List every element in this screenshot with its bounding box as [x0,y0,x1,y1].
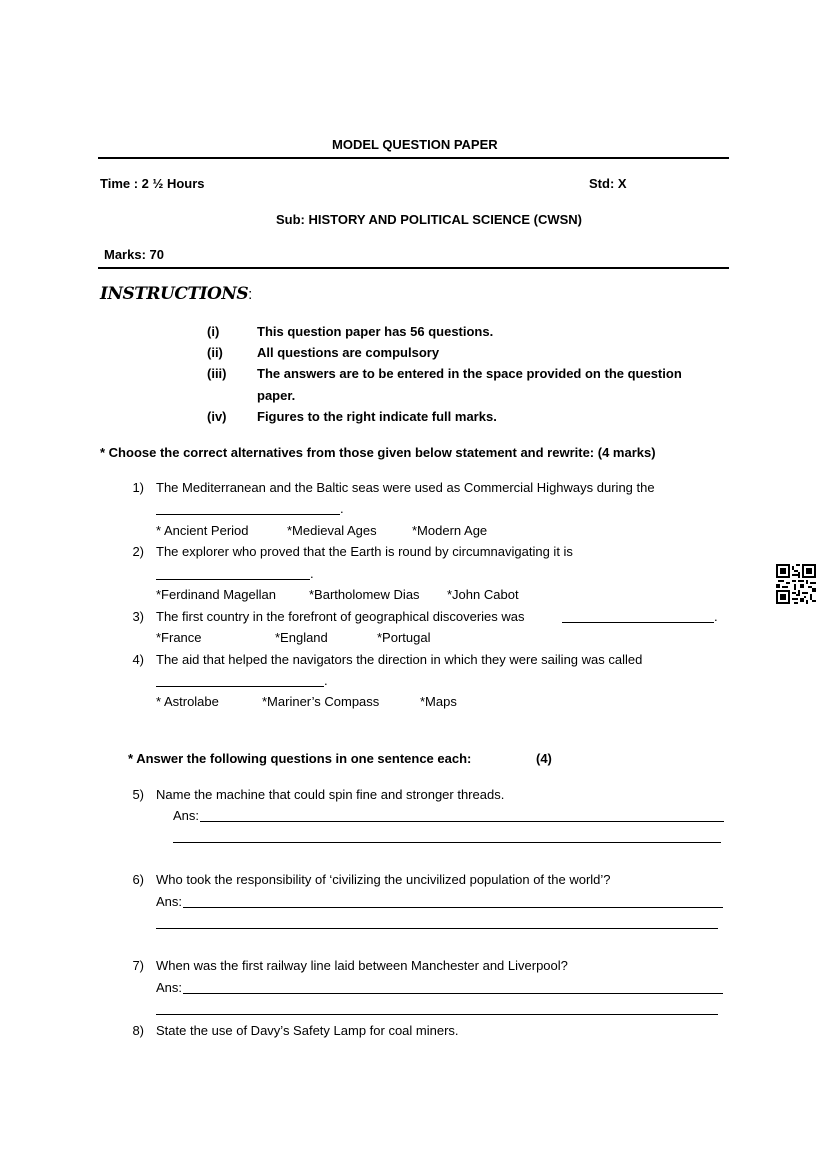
question-number: 5) [132,787,144,802]
question-text: Who took the responsibility of ‘civilizing the uncivilized population of the world’? [156,872,611,887]
option: *Maps [420,694,457,709]
option: *Mariner’s Compass [262,694,380,709]
question-text: The aid that helped the navigators the direction in which they were sailing was called [156,652,643,667]
instructions-title: INSTRUCTIONS [100,284,249,304]
instructions-colon: : [248,286,253,303]
marks-label: Marks: 70 [104,247,164,262]
question-text: The Mediterranean and the Baltic seas were used as Commercial Highways during the [156,480,655,495]
section1-heading: * Choose the correct alternatives from those given below statement and rewrite: (4 marks) [100,445,656,460]
section2-marks: (4) [536,751,552,766]
answer-label: Ans: [156,894,183,909]
answer-line[interactable] [173,842,721,843]
answer-blank[interactable] [562,622,714,623]
subject-label: Sub: HISTORY AND POLITICAL SCIENCE (CWSN) [276,212,582,227]
blank-end-period: . [714,609,718,624]
instruction-text-continued: paper. [257,388,296,403]
option: *Medieval Ages [287,523,377,538]
answer-line[interactable] [156,1014,718,1015]
option: *France [156,630,202,645]
header-bottom-rule [98,267,729,269]
question-text: State the use of Davy’s Safety Lamp for coal miners. [156,1023,459,1038]
question-text: Name the machine that could spin fine and stronger threads. [156,787,505,802]
instruction-num: (i) [207,324,220,339]
instruction-text: All questions are compulsory [257,345,440,360]
blank-end-period: . [340,501,344,516]
instruction-text: Figures to the right indicate full marks. [257,409,497,424]
option: *Ferdinand Magellan [156,587,276,602]
instruction-text: This question paper has 56 questions. [257,324,494,339]
instruction-text: The answers are to be entered in the space provided on the question [257,366,682,381]
option: *Modern Age [412,523,488,538]
question-number: 2) [132,544,144,559]
question-number: 3) [132,609,144,624]
answer-line[interactable] [183,993,723,994]
question-text: The explorer who proved that the Earth is round by circumnavigating it is [156,544,573,559]
question-number: 7) [132,958,144,973]
paper-title: MODEL QUESTION PAPER [332,137,498,152]
option: *Portugal [377,630,431,645]
question-number: 1) [132,480,144,495]
question-text: When was the first railway line laid between Manchester and Liverpool? [156,958,568,973]
answer-blank[interactable] [156,686,324,687]
question-number: 4) [132,652,144,667]
answer-blank[interactable] [156,514,340,515]
answer-label: Ans: [173,808,200,823]
answer-label: Ans: [156,980,183,995]
option: *John Cabot [447,587,519,602]
std-label: Std: X [589,176,627,191]
instruction-num: (ii) [207,345,223,360]
section2-heading: * Answer the following questions in one sentence each: [128,751,472,766]
question-number: 8) [132,1023,144,1038]
instruction-num: (iv) [207,409,227,424]
blank-end-period: . [310,566,314,581]
instructions-heading [100,284,252,304]
option: * Ancient Period [156,523,249,538]
blank-end-period: . [324,673,328,688]
option: * Astrolabe [156,694,219,709]
time-label: Time : 2 ½ Hours [100,176,205,191]
question-number: 6) [132,872,144,887]
instruction-num: (iii) [207,366,227,381]
header-top-rule [98,157,729,159]
answer-line[interactable] [183,907,723,908]
qr-code-icon [776,564,816,604]
answer-line[interactable] [156,928,718,929]
answer-line[interactable] [200,821,724,822]
question-text: The first country in the forefront of geographical discoveries was [156,609,525,624]
option: *Bartholomew Dias [309,587,420,602]
answer-blank[interactable] [156,579,310,580]
option: *England [275,630,328,645]
